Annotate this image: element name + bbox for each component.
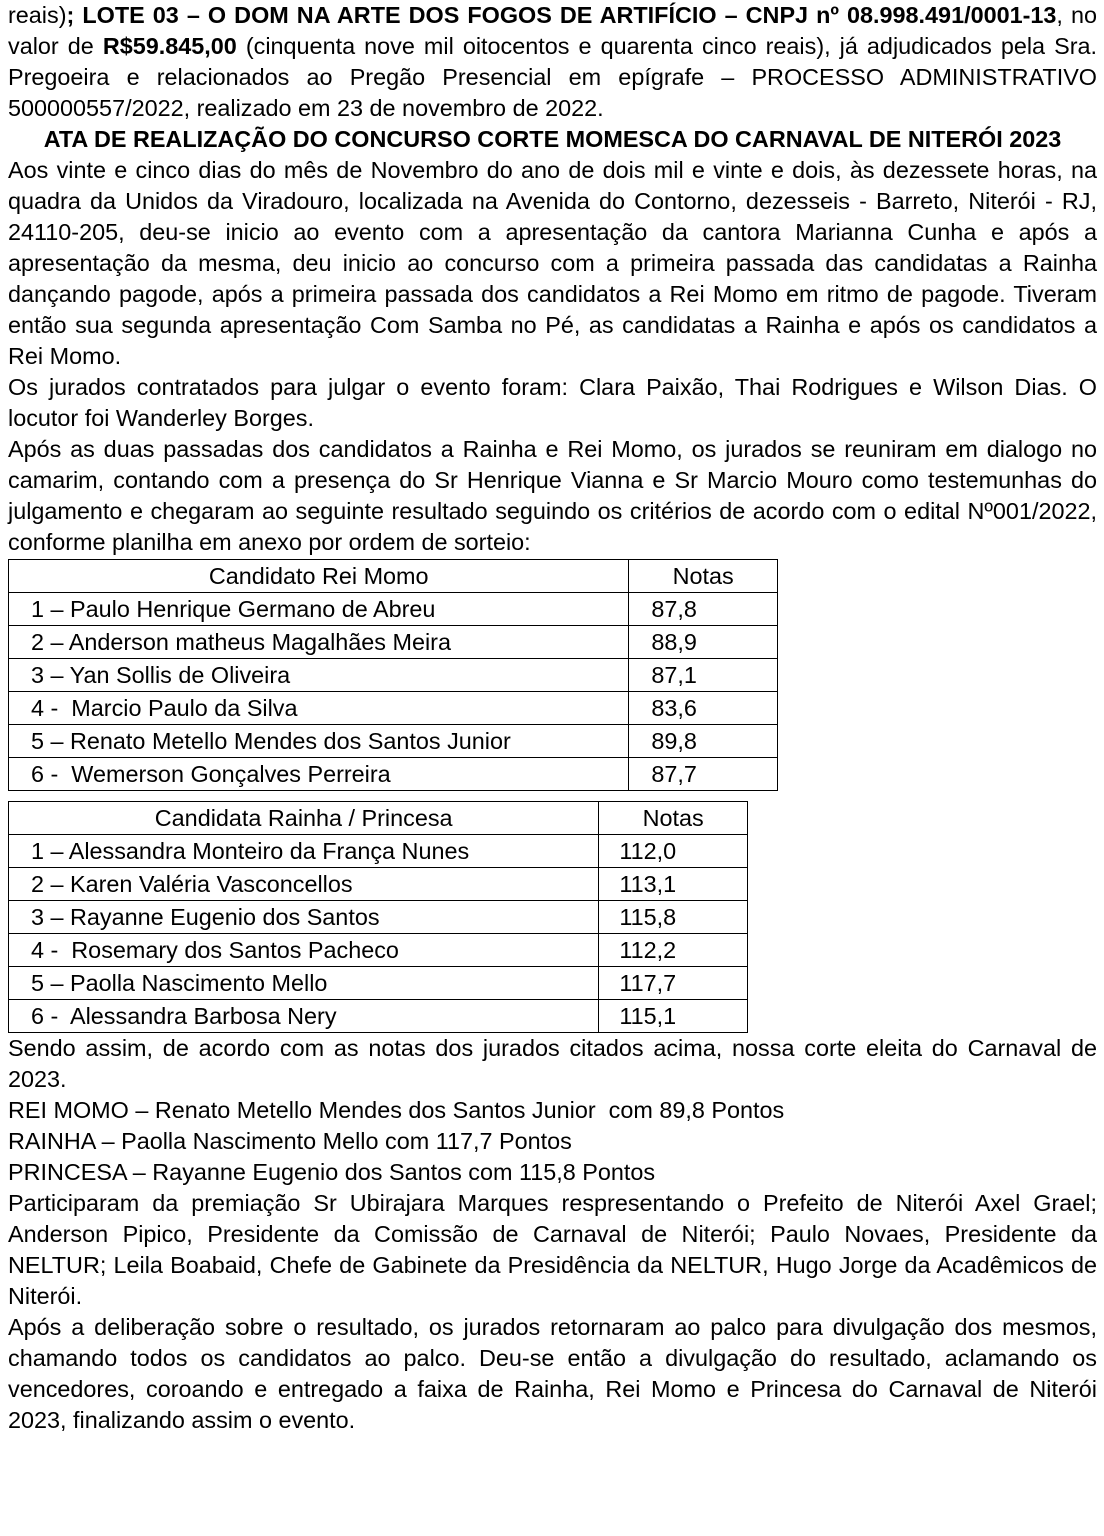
intro-text-2: , no valor de	[8, 2, 1097, 59]
candidate-name-cell: 5 – Renato Metello Mendes dos Santos Junior	[9, 725, 629, 758]
candidate-name-cell: 3 – Rayanne Eugenio dos Santos	[9, 901, 599, 934]
table-header-candidate: Candidata Rainha / Princesa	[9, 802, 599, 835]
rainha-table	[8, 801, 748, 1033]
candidate-name-cell: 5 – Paolla Nascimento Mello	[9, 967, 599, 1000]
princesa-result: PRINCESA – Rayanne Eugenio dos Santos com 115,8 Pontos	[8, 1159, 656, 1185]
intro-lote-bold: ; LOTE 03 – O DOM NA ARTE DOS FOGOS DE ARTIFÍCIO – CNPJ nº 08.998.491/0001-13	[66, 2, 1057, 28]
rei-momo-table	[8, 559, 778, 791]
score-cell: 87,7	[629, 758, 778, 791]
score-cell: 115,1	[599, 1000, 748, 1033]
deliberation-paragraph: Após as duas passadas dos candidatos a Rainha e Rei Momo, os jurados se reuniram em dialogo no camarim, contando com a presença do Sr Henrique Vianna e Sr Marcio Mouro como testemunhas do julgamento e chegaram ao seguinte resultado seguindo os critérios de acordo com o edital Nº001/2022, conforme planilha em anexo por ordem de sorteio:	[8, 436, 1097, 555]
table-row	[9, 758, 778, 791]
score-cell: 117,7	[599, 967, 748, 1000]
table-row	[9, 593, 778, 626]
score-cell: 113,1	[599, 868, 748, 901]
intro-text-1: reais)	[8, 2, 67, 28]
intro-value-bold: R$59.845,00	[102, 33, 237, 59]
candidate-name-cell: 1 – Alessandra Monteiro da França Nunes	[9, 835, 599, 868]
candidate-name-cell: 3 – Yan Sollis de Oliveira	[9, 659, 629, 692]
candidate-name-cell: 4 - Marcio Paulo da Silva	[9, 692, 629, 725]
candidate-name-cell: 6 - Alessandra Barbosa Nery	[9, 1000, 599, 1033]
table-row	[9, 901, 748, 934]
candidate-name-cell: 4 - Rosemary dos Santos Pacheco	[9, 934, 599, 967]
table-header-row	[9, 802, 748, 835]
document-title: ATA DE REALIZAÇÃO DO CONCURSO CORTE MOMESCA DO CARNAVAL DE NITERÓI 2023	[43, 126, 1062, 152]
candidate-name-cell: 1 – Paulo Henrique Germano de Abreu	[9, 593, 629, 626]
participants-paragraph: Participaram da premiação Sr Ubirajara Marques respresentando o Prefeito de Niterói Axel Grael; Anderson Pipico, Presidente da Comissão de Carnaval de Niterói; Paulo Novaes, Presidente da NELTUR; Leila Boabaid, Chefe de Gabinete da Presidência da NELTUR, Hugo Jorge da Acadêmicos de Niterói.	[8, 1190, 1097, 1309]
score-cell: 112,0	[599, 835, 748, 868]
table-header-candidate: Candidato Rei Momo	[9, 560, 629, 593]
candidate-name-cell: 2 – Karen Valéria Vasconcellos	[9, 868, 599, 901]
score-cell: 115,8	[599, 901, 748, 934]
table-row	[9, 868, 748, 901]
score-cell: 87,8	[629, 593, 778, 626]
rainha-result: RAINHA – Paolla Nascimento Mello com 117,7 Pontos	[8, 1128, 572, 1154]
score-cell: 112,2	[599, 934, 748, 967]
table-header-score: Notas	[629, 560, 778, 593]
table-row	[9, 659, 778, 692]
intro-paragraph	[8, 0, 1097, 124]
candidate-name-cell: 6 - Wemerson Gonçalves Perreira	[9, 758, 629, 791]
score-cell: 88,9	[629, 626, 778, 659]
opening-paragraph: Aos vinte e cinco dias do mês de Novembro do ano de dois mil e vinte e dois, às dezessete horas, na quadra da Unidos da Viradouro, localizada na Avenida do Contorno, dezesseis - Barreto, Niterói - RJ, 24110-205, deu-se inicio ao evento com a apresentação da cantora Marianna Cunha e após a apresentação da mesma, deu inicio ao concurso com a primeira passada das candidatas a Rainha dançando pagode, após a primeira passada dos candidatos a Rei Momo em ritmo de pagode. Tiveram então sua segunda apresentação Com Samba no Pé, as candidatas a Rainha e após os candidatos a Rei Momo.	[8, 157, 1097, 369]
closing-paragraph: Após a deliberação sobre o resultado, os jurados retornaram ao palco para divulgação dos mesmos, chamando todos os candidatos ao palco. Deu-se então a divulgação do resultado, aclamando os vencedores, coroando e entregado a faixa de Rainha, Rei Momo e Princesa do Carnaval de Niterói 2023, finalizando assim o evento.	[8, 1314, 1097, 1433]
table-row	[9, 835, 748, 868]
score-cell: 83,6	[629, 692, 778, 725]
candidate-name-cell: 2 – Anderson matheus Magalhães Meira	[9, 626, 629, 659]
score-cell: 87,1	[629, 659, 778, 692]
judges-paragraph: Os jurados contratados para julgar o evento foram: Clara Paixão, Thai Rodrigues e Wilson Dias. O locutor foi Wanderley Borges.	[8, 374, 1097, 431]
table-header-score: Notas	[599, 802, 748, 835]
table-row	[9, 692, 778, 725]
table-row	[9, 967, 748, 1000]
intro-text-3: (cinquenta nove mil oitocentos e quarenta cinco reais), já adjudicados pela Sra. Pregoeira e relacionados ao Pregão Presencial em epígrafe – PROCESSO ADMINISTRATIVO 500000557/2022, realizado em 23 de novembro de 2022.	[8, 33, 1097, 121]
table-row	[9, 626, 778, 659]
table-row	[9, 1000, 748, 1033]
result-intro-paragraph: Sendo assim, de acordo com as notas dos jurados citados acima, nossa corte eleita do Carnaval de 2023.	[8, 1035, 1097, 1092]
table-row	[9, 934, 748, 967]
table-header-row	[9, 560, 778, 593]
rei-momo-result: REI MOMO – Renato Metello Mendes dos Santos Junior com 89,8 Pontos	[8, 1097, 785, 1123]
table-row	[9, 725, 778, 758]
score-cell: 89,8	[629, 725, 778, 758]
